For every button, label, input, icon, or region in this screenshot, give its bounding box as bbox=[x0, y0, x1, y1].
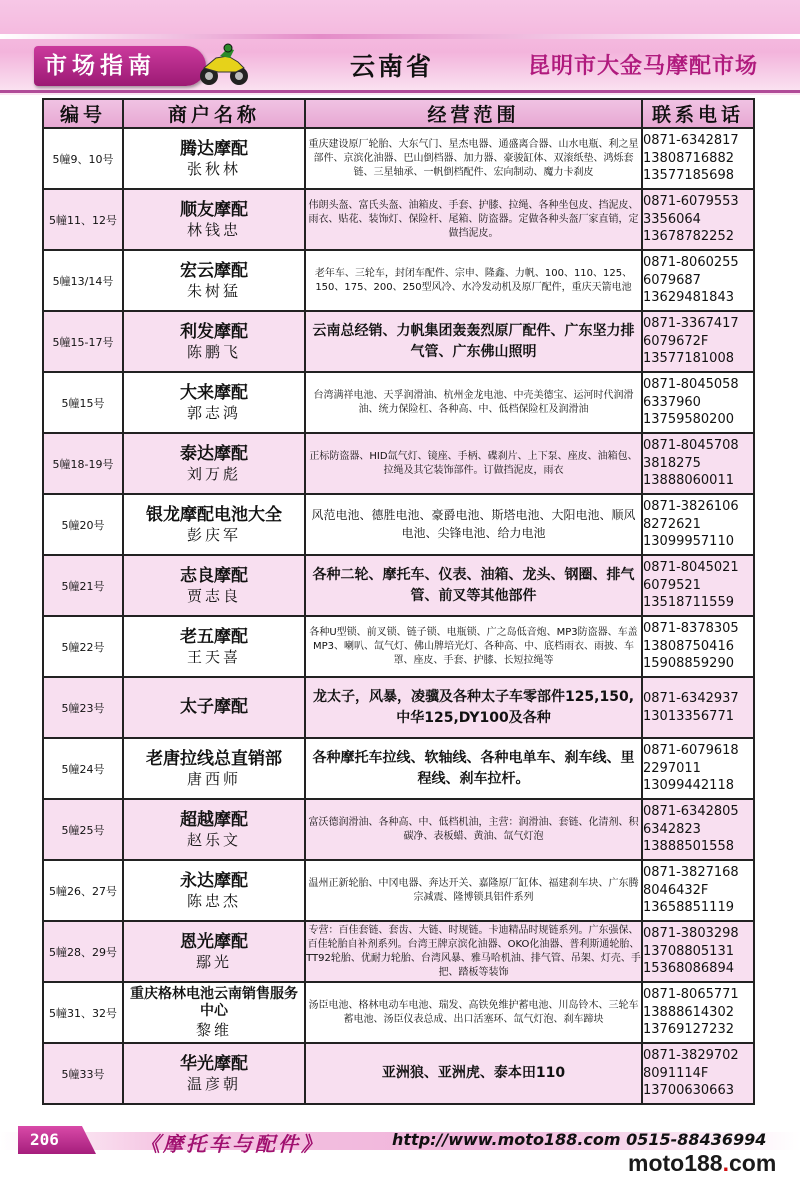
business-scope: 亚洲狼、亚洲虎、泰本田110 bbox=[305, 1043, 642, 1104]
business-scope: 温州正新轮胎、中冈电器、奔达开关、嘉隆原厂缸体、福建刹车块、广东腾宗减震、隆博锁具铝件系列 bbox=[305, 860, 642, 921]
merchant-cell bbox=[123, 738, 305, 799]
phone-number: 6079521 bbox=[643, 577, 701, 593]
phone-number: 0871-3826106 bbox=[643, 498, 739, 514]
phone-cell bbox=[642, 372, 754, 433]
phone-number: 0871-3827168 bbox=[643, 864, 739, 880]
merchant-name: 腾达摩配 bbox=[180, 138, 248, 159]
business-scope: 专营：百佳套链、套齿、大链、时规链。卡迪精品时规链系列。广东强保、百佳轮胎自补剂系列。台湾王牌京滨化油器、OKO化油器、普利斯通轮胎、TT92轮胎、优耐力轮胎、台湾风暴、雅马哈机油、排气管、吊架、灯壳、手把、踏板等装饰 bbox=[305, 921, 642, 982]
phone-number: 6079672F bbox=[643, 333, 709, 349]
table-row bbox=[43, 738, 754, 799]
business-scope: 云南总经销、力帆集团轰轰烈原厂配件、广东坚力排气管、广东佛山照明 bbox=[305, 311, 642, 372]
phone-number: 0871-3803298 bbox=[643, 925, 739, 941]
phone-number: 0871-6342817 bbox=[643, 132, 739, 148]
business-scope: 各种摩托车拉线、软轴线、各种电单车、刹车线、里程线、刹车拉杆。 bbox=[305, 738, 642, 799]
merchant-name: 老五摩配 bbox=[180, 626, 248, 647]
phone-number: 6337960 bbox=[643, 394, 701, 410]
merchant-owner: 黎维 bbox=[195, 1020, 232, 1039]
phone-number: 8046432F bbox=[643, 882, 709, 898]
phone-number: 13888501558 bbox=[643, 839, 734, 855]
table-row bbox=[43, 555, 754, 616]
merchant-cell bbox=[123, 311, 305, 372]
phone-number: 13099957110 bbox=[643, 534, 734, 550]
phone-number: 13629481843 bbox=[643, 290, 734, 306]
merchant-name: 顺友摩配 bbox=[180, 199, 248, 220]
merchant-owner: 陈忠杰 bbox=[186, 891, 241, 910]
shop-number: 5幢21号 bbox=[43, 555, 123, 616]
phone-number: 8091114F bbox=[643, 1065, 709, 1081]
shop-number: 5幢23号 bbox=[43, 677, 123, 738]
merchant-owner: 鄢光 bbox=[195, 952, 232, 971]
site-watermark bbox=[628, 1150, 776, 1177]
merchant-name: 重庆格林电池云南销售服务中心 bbox=[130, 985, 298, 1020]
merchant-owner: 郭志鸿 bbox=[186, 403, 241, 422]
shop-number: 5幢24号 bbox=[43, 738, 123, 799]
page-number: 206 bbox=[30, 1130, 59, 1149]
phone-cell bbox=[642, 982, 754, 1043]
motorcycle-icon bbox=[198, 42, 250, 88]
table-row bbox=[43, 189, 754, 250]
merchant-cell bbox=[123, 189, 305, 250]
phone-number: 15908859290 bbox=[643, 656, 734, 672]
phone-number: 13708805131 bbox=[643, 943, 734, 959]
phone-number: 13700630663 bbox=[643, 1083, 734, 1099]
merchant-name: 银龙摩配电池大全 bbox=[146, 504, 282, 525]
merchant-owner: 赵乐文 bbox=[186, 830, 241, 849]
table-row bbox=[43, 921, 754, 982]
phone-number: 0871-8060255 bbox=[643, 254, 739, 270]
shop-number: 5幢18-19号 bbox=[43, 433, 123, 494]
table-row bbox=[43, 860, 754, 921]
phone-cell bbox=[642, 860, 754, 921]
phone-number: 13808716882 bbox=[643, 150, 734, 166]
table-row bbox=[43, 799, 754, 860]
merchant-cell bbox=[123, 250, 305, 311]
phone-cell bbox=[642, 311, 754, 372]
merchant-name: 华光摩配 bbox=[180, 1053, 248, 1074]
business-scope: 台湾满祥电池、天孚润滑油、杭州金龙电池、中壳美德宝、运河时代润滑油、统力保险杠、各种高、中、低档保险杠及润滑油 bbox=[305, 372, 642, 433]
merchant-cell bbox=[123, 677, 305, 738]
column-header-phone: 联系电话 bbox=[642, 99, 754, 128]
merchant-owner: 朱树猛 bbox=[186, 281, 241, 300]
province-title: 云南省 bbox=[350, 52, 435, 81]
market-title: 昆明市大金马摩配市场 bbox=[528, 54, 759, 79]
phone-cell bbox=[642, 677, 754, 738]
merchant-cell bbox=[123, 555, 305, 616]
watermark-domain: moto188 bbox=[628, 1150, 723, 1176]
merchant-directory bbox=[42, 98, 753, 1105]
merchant-owner: 贾志良 bbox=[186, 586, 241, 605]
business-scope: 汤臣电池、格林电动车电池、瑞发、高铁免维护蓄电池、川岛铃木、三轮车蓄电池、汤臣仪表总成、出口活塞环、氙气灯泡、刹车蹄块 bbox=[305, 982, 642, 1043]
watermark-dot: . bbox=[722, 1150, 729, 1176]
merchant-owner: 唐西师 bbox=[186, 769, 241, 788]
merchant-owner: 林钱忠 bbox=[186, 220, 241, 239]
column-header-merchant: 商户名称 bbox=[123, 99, 305, 128]
column-header-scope: 经营范围 bbox=[305, 99, 642, 128]
phone-number: 0871-3367417 bbox=[643, 315, 739, 331]
merchant-cell bbox=[123, 921, 305, 982]
merchant-name: 恩光摩配 bbox=[180, 931, 248, 952]
phone-cell bbox=[642, 189, 754, 250]
phone-number: 15368086894 bbox=[643, 961, 734, 977]
website-and-phone: http://www.moto188.com 0515-88436994 bbox=[392, 1130, 767, 1149]
phone-cell bbox=[642, 433, 754, 494]
phone-number: 13577181008 bbox=[643, 351, 734, 367]
phone-number: 13658851119 bbox=[643, 900, 734, 916]
merchant-name: 宏云摩配 bbox=[180, 260, 248, 281]
phone-cell bbox=[642, 1043, 754, 1104]
shop-number: 5幢13/14号 bbox=[43, 250, 123, 311]
merchant-owner: 温彦朝 bbox=[186, 1074, 241, 1093]
table-row bbox=[43, 1043, 754, 1104]
phone-number: 0871-8045058 bbox=[643, 376, 739, 392]
shop-number: 5幢11、12号 bbox=[43, 189, 123, 250]
business-scope: 重庆建设原厂轮胎、大东气门、星杰电器、通盛离合器、山水电瓶、利之星部件、京滨化油器、巴山倒档器、加力器、豪骏缸体、双滚纸垫、鸿烁套链、三星轴承、一帆倒档配件、宏向制动、魔力卡刹皮 bbox=[305, 128, 642, 189]
merchant-owner: 张秋林 bbox=[186, 159, 241, 178]
business-scope: 伟朗头盔、富氏头盔、油箱皮、手套、护膝、拉绳、各种坐包皮、挡泥皮、雨衣、贴花、装饰灯、保险杆、尾箱、防盗器。定做各种头盔厂家直销，定做挡泥皮。 bbox=[305, 189, 642, 250]
phone-number: 13518711559 bbox=[643, 595, 734, 611]
phone-cell bbox=[642, 250, 754, 311]
shop-number: 5幢9、10号 bbox=[43, 128, 123, 189]
phone-number: 13888614302 bbox=[643, 1004, 734, 1020]
merchant-cell bbox=[123, 860, 305, 921]
phone-number: 13678782252 bbox=[643, 229, 734, 245]
phone-number: 0871-8378305 bbox=[643, 620, 739, 636]
merchant-owner: 王天喜 bbox=[186, 647, 241, 666]
merchant-name: 老唐拉线总直销部 bbox=[146, 748, 282, 769]
phone-number: 0871-6342805 bbox=[643, 803, 739, 819]
merchant-name: 利发摩配 bbox=[180, 321, 248, 342]
merchant-name: 超越摩配 bbox=[180, 809, 248, 830]
column-header-num: 编号 bbox=[43, 99, 123, 128]
merchant-table bbox=[42, 98, 755, 1105]
merchant-owner: 彭庆军 bbox=[186, 525, 241, 544]
phone-number: 0871-8045021 bbox=[643, 559, 739, 575]
phone-cell bbox=[642, 494, 754, 555]
phone-number: 13577185698 bbox=[643, 168, 734, 184]
phone-cell bbox=[642, 555, 754, 616]
table-row bbox=[43, 250, 754, 311]
phone-number: 13099442118 bbox=[643, 778, 734, 794]
phone-number: 6342823 bbox=[643, 821, 701, 837]
table-row bbox=[43, 982, 754, 1043]
shop-number: 5幢25号 bbox=[43, 799, 123, 860]
shop-number: 5幢22号 bbox=[43, 616, 123, 677]
phone-number: 2297011 bbox=[643, 760, 701, 776]
merchant-name: 永达摩配 bbox=[180, 870, 248, 891]
magazine-title: 《摩托车与配件》 bbox=[140, 1132, 324, 1156]
table-header-row bbox=[43, 99, 754, 128]
table-row bbox=[43, 128, 754, 189]
merchant-name: 大来摩配 bbox=[180, 382, 248, 403]
phone-number: 0871-8045708 bbox=[643, 437, 739, 453]
phone-cell bbox=[642, 128, 754, 189]
merchant-cell bbox=[123, 616, 305, 677]
phone-cell bbox=[642, 799, 754, 860]
merchant-cell bbox=[123, 433, 305, 494]
shop-number: 5幢20号 bbox=[43, 494, 123, 555]
merchant-cell bbox=[123, 372, 305, 433]
table-row bbox=[43, 677, 754, 738]
phone-cell bbox=[642, 921, 754, 982]
merchant-name: 泰达摩配 bbox=[180, 443, 248, 464]
header-divider bbox=[0, 90, 800, 93]
phone-number: 13013356771 bbox=[643, 708, 734, 724]
watermark-tld: com bbox=[728, 1150, 777, 1176]
phone-number: 13759580200 bbox=[643, 412, 734, 428]
phone-number: 13808750416 bbox=[643, 638, 734, 654]
merchant-cell bbox=[123, 1043, 305, 1104]
merchant-owner: 陈鹏飞 bbox=[186, 342, 241, 361]
business-scope: 各种U型锁、前叉锁、链子锁、电瓶锁、广之岛低音炮、MP3防盗器、车盖MP3、喇叭、氙气灯、佛山牌培光灯、各种高、中、底档雨衣、雨披、车罩、座皮、手套、护膝、长短拉绳等 bbox=[305, 616, 642, 677]
merchant-name: 太子摩配 bbox=[180, 696, 248, 717]
phone-number: 0871-3829702 bbox=[643, 1047, 739, 1063]
merchant-name: 志良摩配 bbox=[180, 565, 248, 586]
phone-number: 6079687 bbox=[643, 272, 701, 288]
phone-number: 3356064 bbox=[643, 211, 701, 227]
phone-number: 13769127232 bbox=[643, 1022, 734, 1038]
shop-number: 5幢15-17号 bbox=[43, 311, 123, 372]
merchant-owner: 刘万彪 bbox=[186, 464, 241, 483]
business-scope: 富沃德润滑油、各种高、中、低档机油，主营：润滑油、套链、化清剂、积碳净、表板蜡、黄油、氙气灯泡 bbox=[305, 799, 642, 860]
phone-number: 0871-6342937 bbox=[643, 690, 739, 706]
merchant-cell bbox=[123, 128, 305, 189]
shop-number: 5幢31、32号 bbox=[43, 982, 123, 1043]
phone-number: 0871-6079553 bbox=[643, 193, 739, 209]
shop-number: 5幢26、27号 bbox=[43, 860, 123, 921]
phone-number: 0871-6079618 bbox=[643, 742, 739, 758]
shop-number: 5幢33号 bbox=[43, 1043, 123, 1104]
section-label: 市场指南 bbox=[34, 46, 206, 86]
merchant-cell bbox=[123, 799, 305, 860]
phone-number: 0871-8065771 bbox=[643, 986, 739, 1002]
page-header bbox=[0, 0, 800, 95]
business-scope: 各种二轮、摩托车、仪表、油箱、龙头、钢圈、排气管、前叉等其他部件 bbox=[305, 555, 642, 616]
phone-cell bbox=[642, 616, 754, 677]
phone-cell bbox=[642, 738, 754, 799]
header-decor-line bbox=[0, 34, 800, 39]
table-row bbox=[43, 494, 754, 555]
phone-number: 8272621 bbox=[643, 516, 701, 532]
table-row bbox=[43, 616, 754, 677]
table-row bbox=[43, 372, 754, 433]
merchant-cell bbox=[123, 982, 305, 1043]
business-scope: 风范电池、德胜电池、豪爵电池、斯塔电池、大阳电池、顺风电池、尖锋电池、给力电池 bbox=[305, 494, 642, 555]
shop-number: 5幢15号 bbox=[43, 372, 123, 433]
business-scope: 老年车、三轮车，封闭车配件、宗申、隆鑫、力帆、100、110、125、150、175、200、250型风冷、水冷发动机及原厂配件，重庆天箭电池 bbox=[305, 250, 642, 311]
table-row bbox=[43, 433, 754, 494]
phone-number: 3818275 bbox=[643, 455, 701, 471]
merchant-cell bbox=[123, 494, 305, 555]
shop-number: 5幢28、29号 bbox=[43, 921, 123, 982]
phone-number: 13888060011 bbox=[643, 473, 734, 489]
business-scope: 龙太子，风暴，凌骥及各种太子车零部件125,150,中华125,DY100及各种 bbox=[305, 677, 642, 738]
business-scope: 正标防盗器、HID氙气灯、镜座、手柄、碟刹片、上下泵、座皮、油箱包、拉绳及其它装饰部件。订做挡泥皮，雨衣 bbox=[305, 433, 642, 494]
table-row bbox=[43, 311, 754, 372]
